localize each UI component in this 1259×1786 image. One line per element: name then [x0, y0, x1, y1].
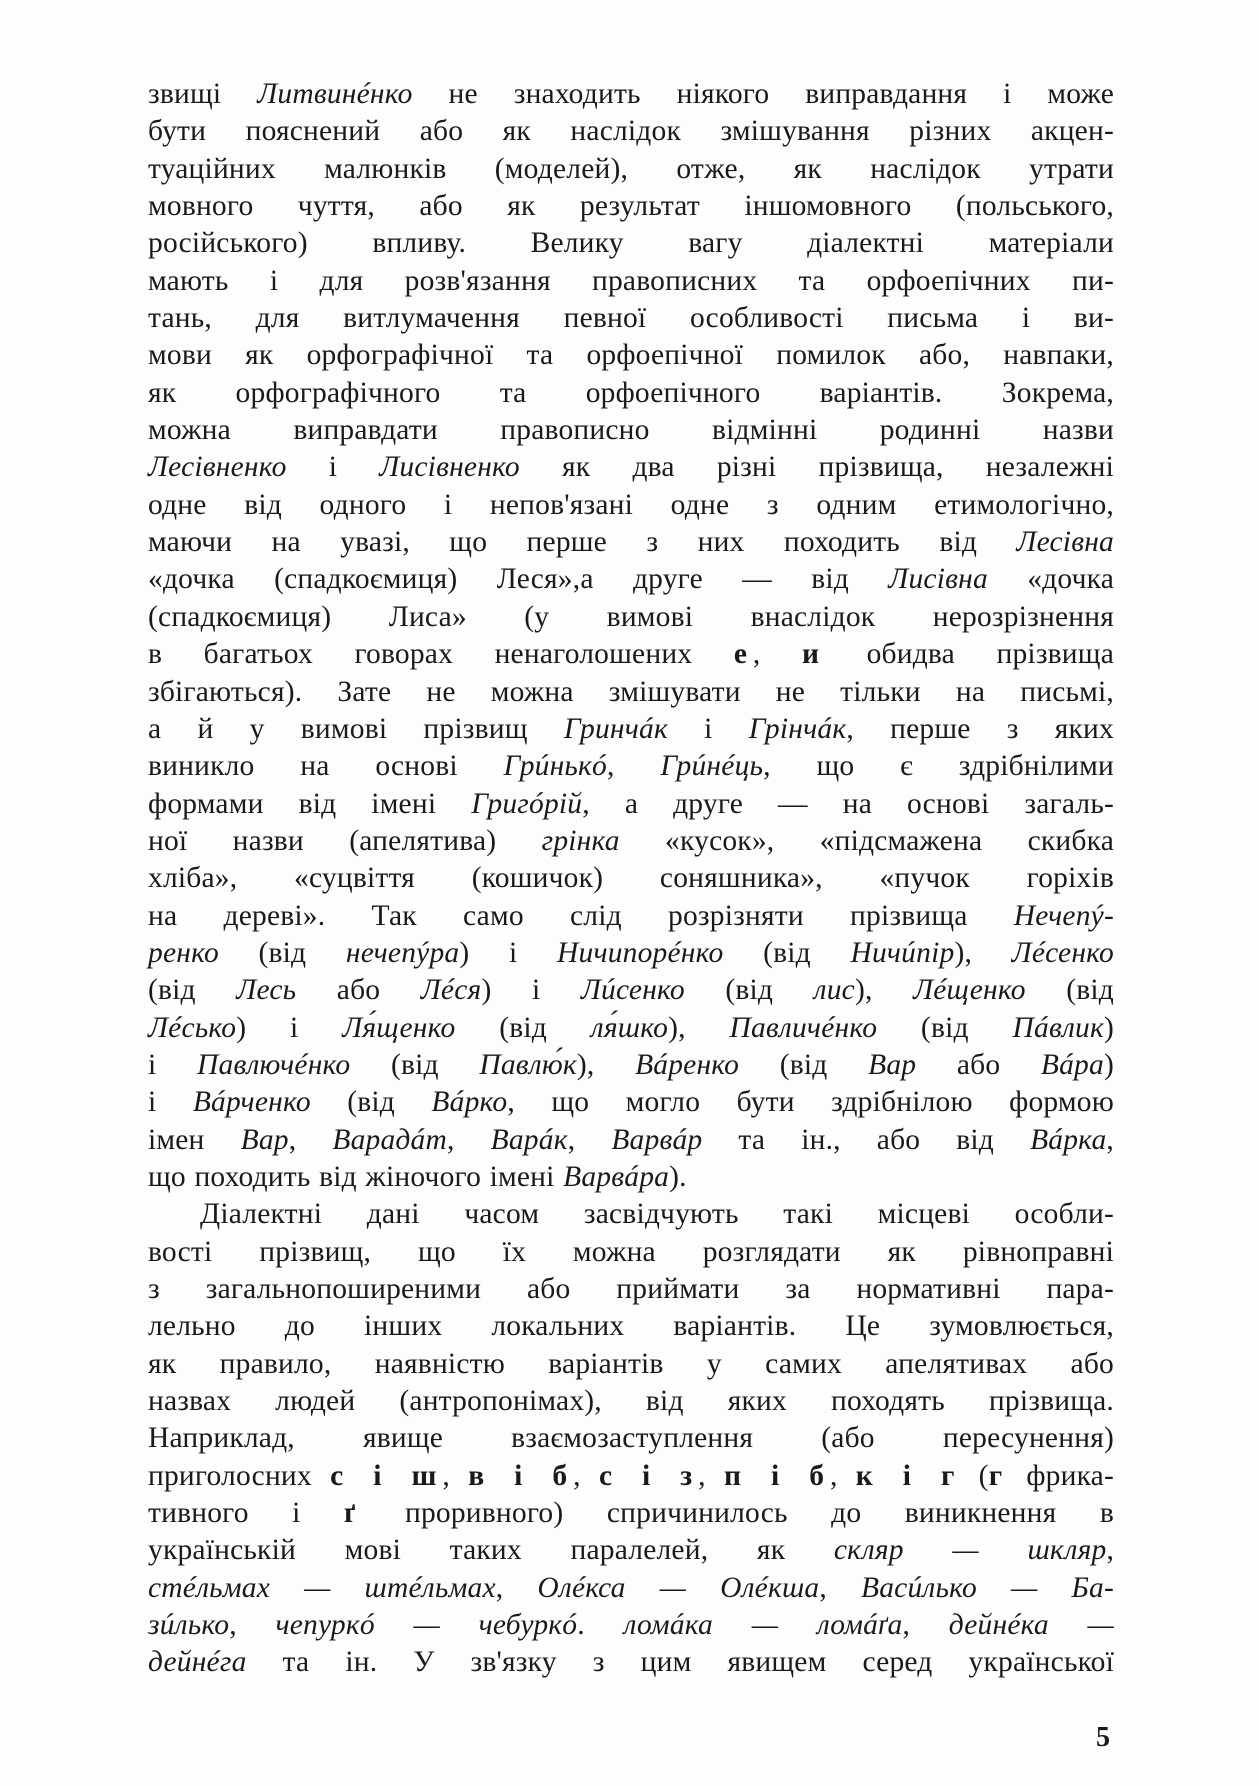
para1-line-20: формами від імені Григóрій, а друге — на основі загаль-	[148, 787, 1115, 820]
spaced-letter: ґ	[344, 1497, 362, 1530]
para1-line-14: «дочка (спадкоємиця) Леся»,а друге — від Лисівна «дочка	[148, 563, 1114, 596]
spaced-letter: с і з	[598, 1459, 699, 1492]
italic-term: Лéся	[420, 974, 482, 1007]
italic-term: чепуркó — чебуркó	[275, 1609, 578, 1642]
para2-line-6: назвах людей (антропонімах), від яких походять прізвища.	[148, 1385, 1114, 1418]
para1-line-30: що походить від жіночого імені Варвáра).	[148, 1160, 687, 1193]
italic-term: Григóрій	[471, 787, 583, 820]
italic-term: Павличéнко	[729, 1011, 878, 1044]
page-number: 5	[1096, 1722, 1110, 1753]
italic-term: Лесь	[236, 974, 297, 1007]
para1-line-6: мають і для розв'язання правописних та орфоепічних пи-	[148, 264, 1114, 297]
para2-line-5: як правило, наявністю варіантів у самих апелятивах або	[148, 1347, 1114, 1380]
para1-line-4: мовного чуття, або як результат іншомовного (польського,	[148, 190, 1114, 223]
italic-term: Литвинéнко	[257, 78, 413, 110]
para1-line-21: ної назви (апелятива) грінка «кусок», «підсмажена скибка	[148, 824, 1114, 857]
para2-line-9: тивного і ґ проривного) спричинилось до виникнення в	[148, 1497, 1114, 1530]
para1-line-11: Лесівненко і Лисівненко як два різні прізвища, незалежні	[148, 451, 1114, 484]
italic-term: Павлючéнко	[197, 1048, 351, 1081]
italic-term: Лéщенко	[913, 974, 1026, 1007]
spaced-letter: е	[733, 638, 753, 671]
para2-line-13: дейнéга та ін. У зв'язку з цим явищем серед української	[148, 1646, 1114, 1679]
para1-line-12: одне від одного і непов'язані одне з одним етимологічно,	[148, 488, 1114, 521]
para1-line-8: мови як орфографічної та орфоепічної помилок або, навпаки,	[148, 339, 1114, 372]
paragraph-1	[148, 76, 1114, 1196]
italic-term: Варадáт	[332, 1123, 447, 1156]
italic-term: грінка	[541, 824, 620, 857]
italic-term: Пáвлик	[1012, 1011, 1104, 1044]
para1-line-29: імен Вар, Варадáт, Варáк, Варвáр та ін., або від Вáрка,	[148, 1123, 1114, 1156]
italic-term: Ничúпір	[850, 936, 955, 969]
para1-line-15: (спадкоємиця) Лиса» (у вимові внаслідок нерозрізнення	[148, 600, 1114, 633]
italic-term: Павлю́к	[479, 1048, 577, 1081]
italic-term: Ля́щенко	[342, 1011, 456, 1044]
para2-line-4: лельно до інших локальних варіантів. Це зумовлюється,	[148, 1310, 1114, 1343]
italic-term: Гринчáк	[563, 712, 668, 745]
italic-term: Вáрко	[431, 1086, 508, 1119]
para1-line-1: звищі Литвинéнко не знаходить ніякого виправдання і може	[148, 78, 1114, 110]
paragraph-2	[148, 1196, 1114, 1681]
spaced-letter: г	[988, 1459, 1009, 1492]
italic-term: Лéсько	[148, 1011, 237, 1044]
spaced-letter: и	[802, 638, 826, 671]
italic-term: Грúнькó	[503, 750, 608, 783]
italic-term: Вар	[240, 1123, 289, 1156]
para1-line-27: і Павлючéнко (від Павлю́к), Вáренко (від Вар або Вáра)	[148, 1048, 1114, 1081]
italic-term: Вáрка	[1030, 1123, 1107, 1156]
italic-term: стéльмах — штéльмах	[148, 1571, 496, 1604]
italic-term: Варáк	[490, 1123, 568, 1156]
para2-line-11: стéльмах — штéльмах, Олéкса — Олéкша, Васúлько — Ба-	[148, 1571, 1114, 1604]
spaced-letter: с і ш	[330, 1459, 443, 1492]
para1-line-23: на дереві». Так само слід розрізняти прізвища Нечепý-	[148, 899, 1114, 932]
italic-term: Варвáра	[563, 1160, 670, 1193]
para1-line-9: як орфографічного та орфоепічного варіантів. Зокрема,	[148, 376, 1114, 409]
italic-term: нечепýра	[345, 936, 460, 969]
para1-line-19: виникло на основі Грúнькó, Грúнéць, що є здрібнілими	[148, 750, 1114, 783]
italic-term: дейнéга	[148, 1646, 247, 1679]
para2-line-1: Діалектні дані часом засвідчують такі місцеві особли-	[200, 1198, 1114, 1231]
italic-term: лис	[813, 974, 855, 1007]
para2-line-2: вості прізвищ, що їх можна розглядати як рівноправні	[148, 1235, 1114, 1268]
italic-term: Лéсенко	[1011, 936, 1114, 969]
spaced-letter: в і б	[468, 1459, 574, 1492]
para1-line-16: в багатьох говорах ненаголошених е, и обидва прізвища	[148, 638, 1115, 671]
para2-line-7: Наприклад, явище взаємозаступлення (або пересунення)	[148, 1422, 1114, 1455]
para2-line-8: приголосних с і ш, в і б, с і з, п і б, к і г (г фрика-	[148, 1459, 1114, 1492]
para1-line-2: бути пояснений або як наслідок змішування різних акцен-	[148, 115, 1114, 148]
italic-term: Лесівна	[1016, 526, 1114, 559]
italic-term: Лесівненко	[148, 451, 287, 484]
italic-term: Варвáр	[611, 1123, 703, 1156]
spaced-letter: п і б	[723, 1459, 830, 1492]
para1-line-26: Лéсько) і Ля́щенко (від ля́шко), Павличéнко (від Пáвлик)	[148, 1011, 1114, 1044]
text-block	[148, 76, 1114, 1682]
italic-term: Вáренко	[635, 1048, 740, 1081]
para1-line-28: і Вáрченко (від Вáрко, що могло бути здрібнілою формою	[148, 1086, 1114, 1119]
italic-term: ренко	[148, 936, 219, 969]
para1-line-10: можна виправдати правописно відмінні родинні назви	[148, 414, 1114, 447]
para2-line-12: зúлько, чепуркó — чебуркó. ломáка — ломáґа, дейнéка —	[148, 1609, 1114, 1642]
para1-line-13: маючи на увазі, що перше з них походить від Лесівна	[148, 526, 1114, 559]
italic-term: Грінчáк	[748, 712, 847, 745]
para1-line-5: російського) впливу. Велику вагу діалектні матеріали	[148, 227, 1114, 260]
italic-term: скляр — шкляр	[833, 1534, 1107, 1567]
para1-line-18: а й у вимові прізвищ Гринчáк і Грінчáк, перше з яких	[148, 712, 1114, 745]
italic-term: Лисівненко	[379, 451, 520, 484]
para1-line-22: хліба», «суцвіття (кошичок) соняшника», «пучок горіхів	[148, 862, 1114, 895]
para1-line-7: тань, для витлумачення певної особливості письма і ви-	[148, 302, 1114, 335]
italic-term: ломáка — ломáґа	[623, 1609, 903, 1642]
italic-term: дейнéка —	[948, 1609, 1114, 1642]
italic-term: Лисівна	[888, 563, 988, 596]
italic-term: Олéкса — Олéкша	[537, 1571, 820, 1604]
italic-term: Нечепý-	[1013, 899, 1114, 932]
para2-line-10: українській мові таких паралелей, як скляр — шкляр,	[148, 1534, 1115, 1567]
para1-line-25: (від Лесь або Лéся) і Лúсенко (від лис), Лéщенко (від	[148, 974, 1114, 1007]
para1-line-24: ренко (від нечепýра) і Ничипорéнко (від Ничúпір), Лéсенко	[148, 936, 1114, 969]
italic-term: ля́шко	[590, 1011, 669, 1044]
italic-term: Ничипорéнко	[556, 936, 724, 969]
italic-term: зúлько	[148, 1609, 230, 1642]
italic-term: Вáрченко	[192, 1086, 311, 1119]
italic-term: Грúнéць	[660, 750, 764, 783]
para1-line-17: збігаються). Зате не можна змішувати не тільки на письмі,	[148, 675, 1114, 708]
spaced-letter: к і г	[855, 1459, 961, 1492]
para2-line-3: з загальнопоширеними або приймати за нормативні пара-	[148, 1273, 1114, 1305]
italic-term: Вáра	[1040, 1048, 1104, 1081]
para1-line-3: туаційних малюнків (моделей), отже, як наслідок утрати	[148, 152, 1114, 185]
italic-term: Вар	[868, 1048, 917, 1081]
italic-term: Васúлько — Ба-	[861, 1571, 1114, 1604]
italic-term: Лúсенко	[580, 974, 685, 1007]
